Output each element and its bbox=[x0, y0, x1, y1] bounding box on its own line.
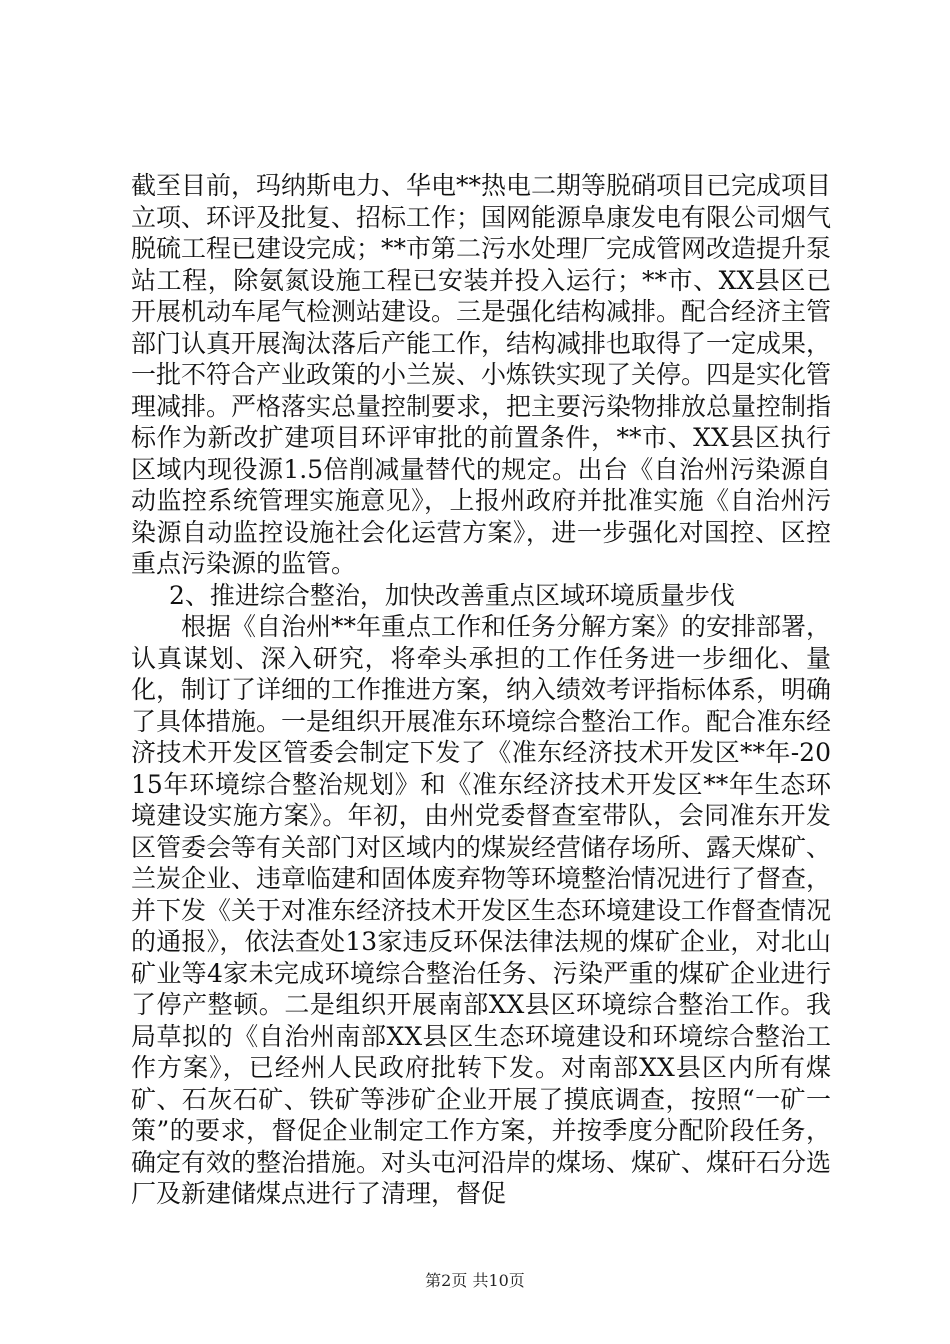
body-paragraph-1: 截至目前，玛纳斯电力、华电**热电二期等脱硝项目已完成项目立项、环评及批复、招标工作；国网能源阜康发电有限公司烟气脱硫工程已建设完成；**市第二污水处理厂完成管网改造提升泵站工程，除氨氮设施工程已安装并投入运行；**市、XX县区已开展机动车尾气检测站建设。三是强化结构减排。配合经济主管部门认真开展淘汰落后产能工作，结构减排也取得了一定成果，一批不符合产业政策的小兰炭、小炼铁实现了关停。四是实化管理减排。严格落实总量控制要求，把主要污染物排放总量控制指标作为新改扩建项目环评审批的前置条件，**市、XX县区执行区域内现役源1.5倍削减量替代的规定。出台《自治州污染源自动监控系统管理实施意见》，上报州政府并批准实施《自治州污染源自动监控设施社会化运营方案》，进一步强化对国控、区控重点污染源的监管。 bbox=[131, 171, 832, 578]
section-heading: 2、推进综合整治，加快改善重点区域环境质量步伐 bbox=[169, 580, 735, 610]
body-paragraph-2: 根据《自治州**年重点工作和任务分解方案》的安排部署，认真谋划、深入研究，将牵头承担的工作任务进一步细化、量化，制订了详细的工作推进方案，纳入绩效考评指标体系，明确了具体措施。一是组织开展准东环境综合整治工作。配合准东经济技术开发区管委会制定下发了《准东经济技术开发区**年-2015年环境综合整治规划》和《准东经济技术开发区**年生态环境建设实施方案》。年初，由州党委督查室带队，会同准东开发区管委会等有关部门对区域内的煤炭经营储存场所、露天煤矿、兰炭企业、违章临建和固体废弃物等环境整治情况进行了督查，并下发《关于对准东经济技术开发区生态环境建设工作督查情况的通报》，依法查处13家违反环保法律法规的煤矿企业，对北山矿业等4家未完成环境综合整治任务、污染严重的煤矿企业进行了停产整顿。二是组织开展南部XX县区环境综合整治工作。我局草拟的《自治州南部XX县区生态环境建设和环境综合整治工作方案》，已经州人民政府批转下发。对南部XX县区内所有煤矿、石灰石矿、铁矿等涉矿企业开展了摸底调查，按照“一矿一策”的要求，督促企业制定工作方案，并按季度分配阶段任务，确定有效的整治措施。对头屯河沿岸的煤场、煤矿、煤矸石分选厂及新建储煤点进行了清理，督促 bbox=[131, 612, 832, 1208]
page-footer: 第2页 共10页 bbox=[425, 1271, 525, 1290]
document-body bbox=[131, 170, 831, 1210]
